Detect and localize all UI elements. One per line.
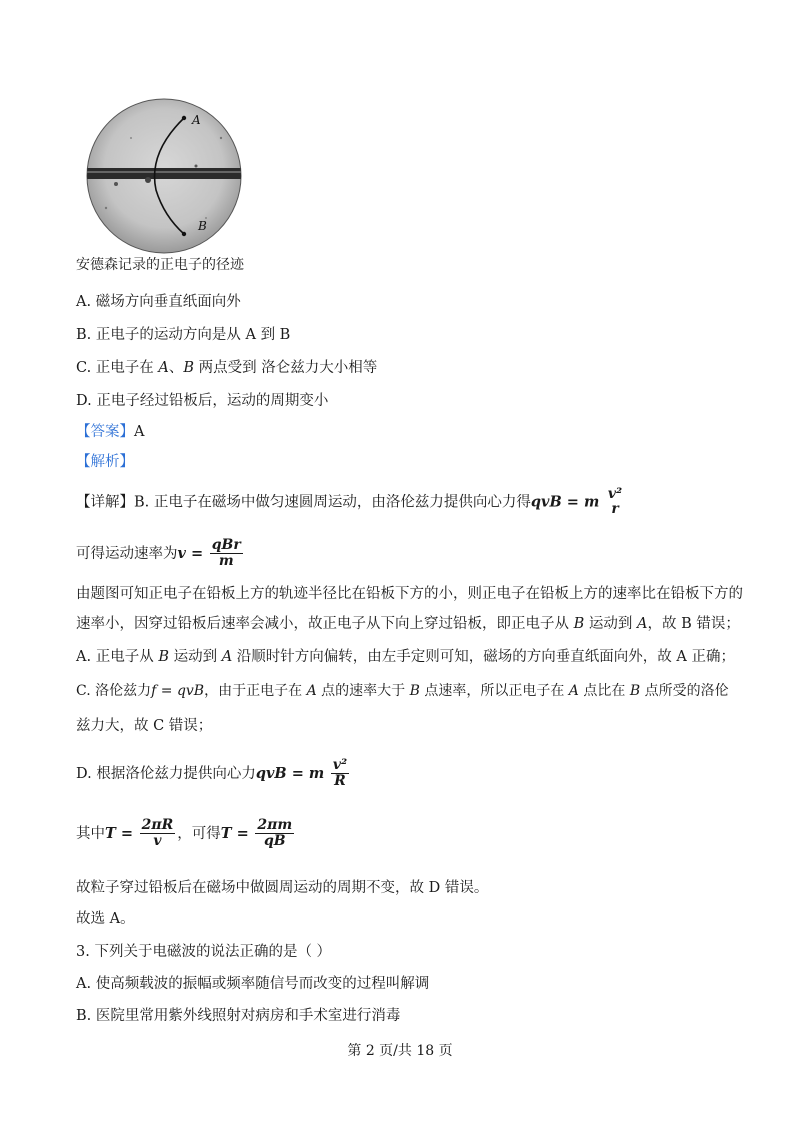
frac-num: v² xyxy=(607,486,623,502)
detail-line-6-eq: f = qvB xyxy=(151,683,205,699)
option-d: D. 正电子经过铅板后，运动的周期变小 xyxy=(76,393,329,409)
detail-line-5-b: B xyxy=(158,649,169,665)
detail-line-5-mid: 运动到 xyxy=(168,649,222,665)
detail-line-1-frac xyxy=(606,487,624,518)
point-b-dot xyxy=(182,232,186,236)
detail-line-9-pre: 其中 xyxy=(76,825,105,842)
analysis-tag: 【解析】 xyxy=(76,454,134,470)
detail-line-5-post: 沿顺时针方向偏转，由左手定则可知，磁场的方向垂直纸面向外，故 A 正确； xyxy=(232,649,735,665)
frac-den: qB xyxy=(263,833,286,850)
point-a-label: A xyxy=(192,113,201,127)
option-c-pre: C. 正电子在 xyxy=(76,360,159,376)
option-c-b: B xyxy=(183,360,195,376)
detail-line-6-b2: B xyxy=(629,683,641,699)
frac-den: v xyxy=(153,833,162,850)
detail-line-6 xyxy=(76,680,729,700)
detail-line-1-text: B. 正电子在磁场中做匀速圆周运动，由洛伦兹力提供向心力得 xyxy=(134,494,531,511)
detail-line-1-eq: qvB = m xyxy=(530,493,600,511)
detail-line-6-mid: ，由于正电子在 xyxy=(204,683,307,699)
analysis-line xyxy=(76,450,134,471)
detail-line-8-text: D. 根据洛伦兹力提供向心力 xyxy=(76,765,256,782)
detail-line-6-b: B xyxy=(409,683,420,699)
detail-line-8-eq: qvB = m xyxy=(255,764,325,782)
detail-line-4 xyxy=(76,612,740,633)
detail-line-3: 由题图可知正电子在铅板上方的轨迹半径比在铅板下方的小，则正电子在铅板上方的速率比在铅板下方的 xyxy=(76,586,743,602)
detail-line-4-mid: 运动到 xyxy=(584,616,637,632)
detail-line-2-eq: v = xyxy=(177,544,204,562)
detail-line-6-mid4: 点比在 xyxy=(578,683,630,699)
option-c-mid: 、 xyxy=(168,360,184,376)
detail-line-6-pre: C. 洛伦兹力 xyxy=(76,683,152,699)
detail-line-4-b: B xyxy=(573,616,585,632)
detail-line-6-a2: A xyxy=(568,683,579,699)
detail-tag: 【详解】 xyxy=(76,494,134,511)
option-c xyxy=(76,356,377,377)
detail-line-8-frac xyxy=(331,758,349,790)
detail-line-10: 故粒子穿过铅板后在磁场中做圆周运动的周期不变，故 D 错误。 xyxy=(76,880,489,896)
frac-num: qBr xyxy=(211,537,241,553)
detail-line-2 xyxy=(76,538,245,570)
answer-line xyxy=(76,420,144,441)
positron-track-photo-svg xyxy=(86,98,242,254)
lead-plate xyxy=(86,168,242,179)
page-footer: 第 2 页/共 18 页 xyxy=(347,1043,453,1059)
detail-line-5-pre: A. 正电子从 xyxy=(76,649,159,665)
detail-line-1 xyxy=(76,487,626,518)
detail-line-6-post: 点所受的洛伦 xyxy=(640,683,729,699)
detail-line-4-post: ，故 B 错误； xyxy=(647,616,740,632)
detail-line-8 xyxy=(76,758,351,790)
frac-num: 2πm xyxy=(257,817,293,833)
detail-line-2-frac xyxy=(210,538,243,570)
frac-den: r xyxy=(611,501,619,518)
detail-line-11: 故选 A。 xyxy=(76,911,135,927)
detail-line-4-pre: 速率小，因穿过铅板后速率会减小，故正电子从下向上穿过铅板，即正电子从 xyxy=(76,616,574,632)
detail-line-9-frac2 xyxy=(255,818,294,850)
detail-line-5 xyxy=(76,645,735,666)
answer-tag: 【答案】 xyxy=(76,424,134,440)
question-3-option-a: A. 使高频载波的振幅或频率随信号而改变的过程叫解调 xyxy=(76,976,430,992)
frac-den: m xyxy=(218,553,234,570)
detail-line-6-mid2: 点的速率大于 xyxy=(316,683,410,699)
frac-num: 2πR xyxy=(141,817,174,833)
detail-line-9-frac1 xyxy=(140,818,176,850)
frac-num: v² xyxy=(332,757,348,773)
detail-line-6-a: A xyxy=(306,683,317,699)
point-b-label: B xyxy=(198,219,207,233)
option-c-a: A xyxy=(158,360,169,376)
detail-line-4-a: A xyxy=(636,616,648,632)
option-a: A. 磁场方向垂直纸面向外 xyxy=(76,294,241,310)
detail-line-6-mid3: 点速率，所以正电子在 xyxy=(419,683,569,699)
question-3-stem: 3. 下列关于电磁波的说法正确的是（ ） xyxy=(76,944,332,960)
detail-line-9-eq2: T = xyxy=(220,824,249,842)
detail-line-5-a: A xyxy=(221,649,233,665)
detail-line-9 xyxy=(76,818,296,850)
figure-caption: 安德森记录的正电子的径迹 xyxy=(76,257,244,273)
positron-track-photo xyxy=(86,98,242,254)
option-c-post: 两点受到 洛仑兹力大小相等 xyxy=(194,360,378,376)
point-a-dot xyxy=(182,116,186,120)
frac-den: R xyxy=(334,773,346,790)
question-3-option-b: B. 医院里常用紫外线照射对病房和手术室进行消毒 xyxy=(76,1008,401,1024)
detail-line-9-mid: ，可得 xyxy=(177,825,221,842)
detail-line-9-eq1: T = xyxy=(105,824,133,842)
detail-line-7: 兹力大，故 C 错误； xyxy=(76,718,213,734)
option-b: B. 正电子的运动方向是从 A 到 B xyxy=(76,327,291,343)
detail-line-2-text: 可得运动速率为 xyxy=(76,545,178,562)
answer-value: A xyxy=(134,424,145,440)
